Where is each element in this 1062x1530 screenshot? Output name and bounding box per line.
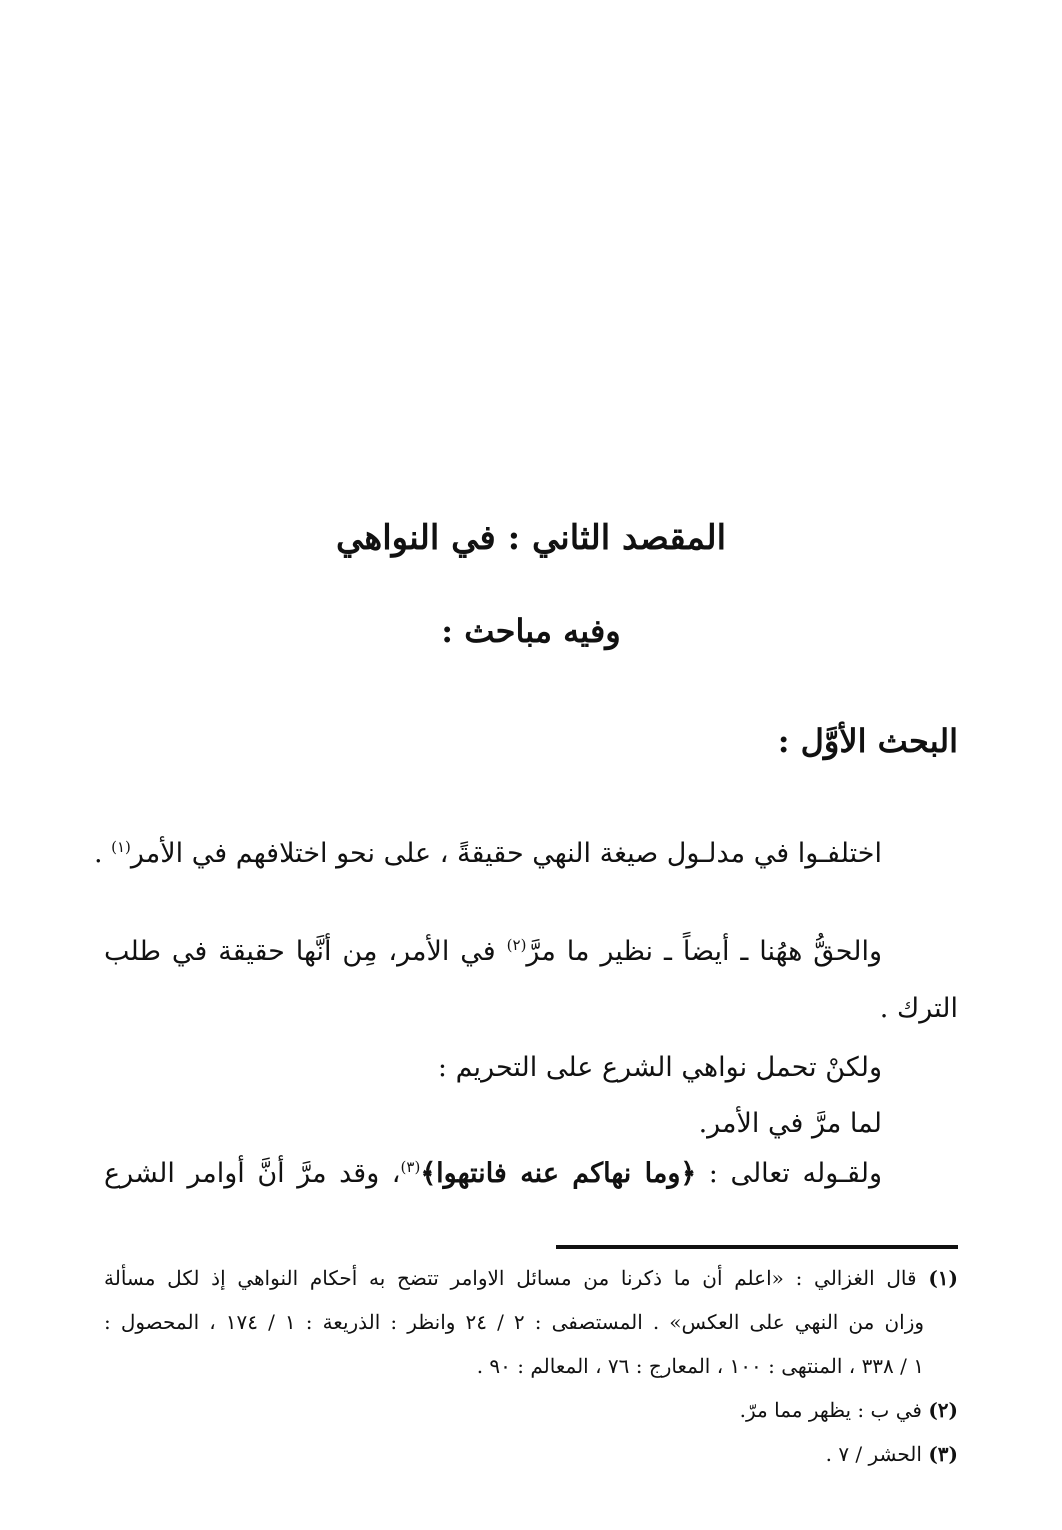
- quran-verse: ﴿وما نهاكم عنه فانتهوا﴾: [420, 1158, 697, 1189]
- footnote-1-line-3: ١ / ٣٣٨ ، المنتهى : ١٠٠ ، المعارج : ٧٦ ، المعالم : ٩٠ .: [476, 1354, 924, 1378]
- footnote-2: [740, 1398, 958, 1422]
- paragraph-5-post: ، وقد مرَّ أنَّ أوامر الشرع: [104, 1158, 401, 1189]
- footnote-1-line-1: [104, 1266, 958, 1290]
- footnote-2-number: (٢): [928, 1398, 958, 1422]
- footnote-2-text: في ب : يظهر مما مرّ.: [739, 1398, 922, 1422]
- paragraph-3: ولكنْ تحمل نواهي الشرع على التحريم :: [437, 1052, 882, 1083]
- footnote-ref-1[interactable]: (١): [111, 838, 131, 856]
- paragraph-1-text: اختلفـوا في مدلـول صيغة النهي حقيقةً ، على نحو اختلافهم في الأمر: [130, 838, 882, 869]
- footnote-3: [826, 1442, 958, 1466]
- footnote-ref-3[interactable]: (٣): [400, 1158, 421, 1176]
- footnote-divider: [556, 1245, 958, 1249]
- footnote-ref-2[interactable]: (٢): [506, 936, 527, 954]
- footnote-3-text: الحشر / ٧ .: [825, 1442, 922, 1466]
- paragraph-4: لما مرَّ في الأمر.: [698, 1108, 882, 1139]
- chapter-subtitle: وفيه مباحث :: [441, 612, 621, 650]
- footnote-1-text-1: قال الغزالي : «اعلم أن ما ذكرنا من مسائل الاوامر تتضح به أحكام النواهي إذ لكل مسألة: [104, 1266, 917, 1290]
- chapter-title: المقصد الثاني : في النواهي: [335, 518, 727, 558]
- footnote-1-line-2: وزان من النهي على العكس» . المستصفى : ٢ / ٢٤ وانظر : الذريعة : ١ / ١٧٤ ، المحصول :: [104, 1310, 925, 1334]
- paragraph-2-line-1: [104, 936, 882, 967]
- paragraph-2-line-2: الترك .: [879, 993, 958, 1024]
- section-title: البحث الأوَّل :: [777, 722, 958, 760]
- footnote-1-number: (١): [928, 1266, 958, 1290]
- paragraph-5: [104, 1158, 882, 1189]
- paragraph-1: [94, 838, 882, 869]
- paragraph-5-pre: ولقـوله تعالى :: [696, 1158, 882, 1189]
- paragraph-2-post: في الأمر، مِن أنَّها حقيقة في طلب: [104, 936, 507, 967]
- footnote-3-number: (٣): [928, 1442, 958, 1466]
- paragraph-2-pre: والحقُّ ههُنا ـ أيضاً ـ نظير ما مرَّ: [526, 936, 882, 967]
- paragraph-1-end: .: [93, 838, 112, 869]
